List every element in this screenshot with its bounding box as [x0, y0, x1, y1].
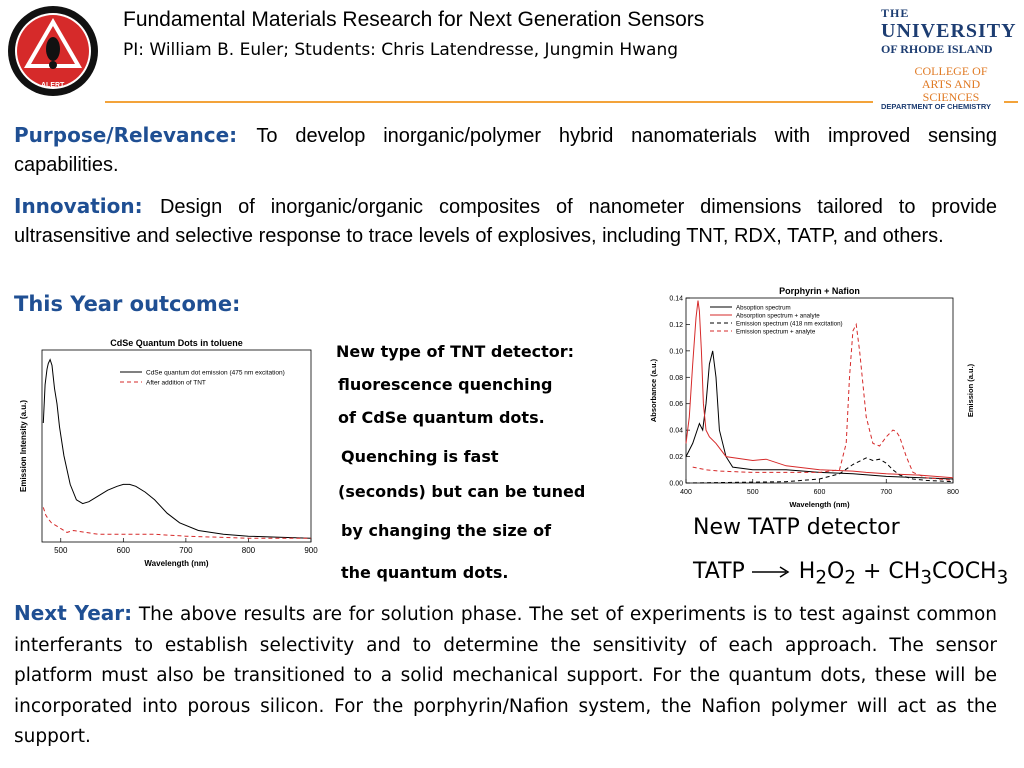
right-arrow-icon	[752, 564, 792, 580]
tatp-title: New TATP detector	[693, 515, 900, 540]
y-tick-label: 0.06	[669, 401, 683, 409]
series-line-1	[43, 507, 311, 538]
uri-college-line2: ARTS AND SCIENCES	[921, 77, 981, 104]
tnt-caption-line2: fluorescence quenching	[338, 375, 553, 394]
uri-college	[906, 65, 996, 104]
x-axis-label: Wavelength (nm)	[789, 500, 850, 509]
tatp-plus-ch: + CH	[863, 559, 921, 584]
header-divider-end	[1004, 101, 1018, 103]
legend-label-0: CdSe quantum dot emission (475 nm excitation)	[146, 369, 285, 377]
purpose-label: Purpose/Relevance	[14, 123, 230, 147]
legend-label-1: Absorption spectrum + analyte	[736, 312, 820, 320]
tnt-caption-line4: Quenching is fast	[341, 447, 499, 466]
legend-label-0: Absoption spectrum	[736, 304, 791, 312]
y-tick-label: 0.10	[669, 348, 683, 356]
tnt-caption-line3: of CdSe quantum dots.	[338, 408, 545, 427]
tatp-h: H	[798, 559, 816, 584]
next-year-label: Next Year:	[14, 601, 133, 625]
x-axis-label: Wavelength (nm)	[144, 559, 209, 568]
uri-college-line1: COLLEGE OF	[914, 64, 988, 78]
seal-text: ALERT	[41, 82, 65, 89]
tatp-sub4: 3	[996, 567, 1009, 589]
y-tick-label: 0.14	[669, 295, 683, 303]
y-axis-label: Absorbance (a.u.)	[649, 358, 658, 423]
chart-title: CdSe Quantum Dots in toluene	[110, 338, 243, 348]
legend-label-1: After addition of TNT	[146, 379, 206, 387]
y-tick-label: 0.04	[669, 427, 683, 435]
innovation-paragraph: Innovation: Design of inorganic/organic composites of nanometer dimensions tailored to provide ultrasensitive and selective response to trace levels of explosives, including TNT, RDX, TATP, and others.	[14, 194, 997, 247]
header-divider	[105, 101, 873, 103]
y-axis-label: Emission Intensity (a.u.)	[19, 399, 28, 493]
page-subtitle: PI: William B. Euler; Students: Chris Latendresse, Jungmin Hwang	[123, 40, 679, 60]
uri-university: UNIVERSITY	[881, 20, 1017, 42]
purpose-text: To develop inorganic/polymer hybrid nanomaterials with improved sensing capabilities.	[14, 125, 997, 176]
tatp-coch: COCH	[932, 559, 997, 584]
tnt-caption-line7: the quantum dots.	[341, 563, 509, 582]
x-tick-label: 400	[680, 489, 692, 496]
y-tick-label: 0.00	[669, 480, 683, 488]
page-title: Fundamental Materials Research for Next Generation Sensors	[123, 8, 705, 31]
x-tick-label: 700	[179, 546, 193, 555]
cdse-chart	[14, 336, 324, 576]
tnt-caption-line1: New type of TNT detector:	[336, 342, 575, 361]
tnt-caption-line6: by changing the size of	[341, 521, 552, 540]
x-tick-label: 500	[746, 489, 759, 496]
legend-label-3: Emission spectrum + analyte	[736, 328, 816, 336]
next-year-text: The above results are for solution phase. The set of experiments is to test against common interferants to establish selectivity and to determine the sensitivity of each approach. The sensor platform must also be transitioned to a solid mechanical support. For the quantum dots, these will be incorporated into porous silicon. For the porphyrin/Nafion system, the Nafion polymer will act as the support.	[14, 604, 998, 747]
legend-label-2: Emission spectrum (418 nm excitation)	[736, 320, 843, 328]
x-tick-label: 700	[880, 489, 893, 496]
x-tick-label: 600	[813, 489, 826, 496]
cdse-chart-svg	[14, 336, 324, 576]
uri-department: DEPARTMENT OF CHEMISTRY	[881, 102, 991, 111]
tatp-sub2: 2	[844, 567, 856, 589]
y-tick-label: 0.12	[669, 321, 683, 329]
series-line-2	[686, 458, 953, 483]
y-tick-label: 0.08	[669, 374, 683, 382]
outcome-heading: This Year outcome:	[14, 292, 241, 316]
uri-the: THE	[881, 6, 910, 20]
y-axis-label-right: Emission (a.u.)	[966, 363, 975, 418]
x-tick-label: 600	[116, 546, 131, 555]
innovation-text: Design of inorganic/organic composites of nanometer dimensions tailored to provide ultrasensitive and selective response to trace levels of explosives, including TNT, RDX, TATP, and others.	[14, 196, 997, 247]
tatp-equation	[693, 559, 1008, 588]
tatp-reactant: TATP	[693, 559, 745, 584]
tatp-sub1: 2	[815, 567, 827, 589]
purpose-paragraph: Purpose/Relevance: To develop inorganic/polymer hybrid nanomaterials with improved sensing capabilities.	[14, 123, 997, 176]
uri-rhode-island: OF RHODE ISLAND	[881, 42, 993, 56]
series-line-0	[686, 351, 953, 479]
x-tick-label: 800	[947, 489, 959, 496]
alert-logo	[6, 4, 100, 98]
x-tick-label: 800	[241, 546, 256, 555]
chart-title: Porphyrin + Nafion	[779, 286, 860, 296]
y-tick-label: 0.02	[669, 454, 683, 462]
tatp-sub3: 3	[920, 567, 933, 589]
next-year-paragraph	[14, 598, 997, 753]
porphyrin-chart-svg	[640, 283, 985, 518]
tatp-o: O	[827, 559, 845, 584]
x-tick-label: 900	[304, 546, 318, 555]
tnt-caption-line5: (seconds) but can be tuned	[338, 482, 586, 501]
x-tick-label: 500	[54, 546, 68, 555]
porphyrin-chart	[640, 283, 985, 518]
innovation-label: Innovation	[14, 194, 135, 218]
